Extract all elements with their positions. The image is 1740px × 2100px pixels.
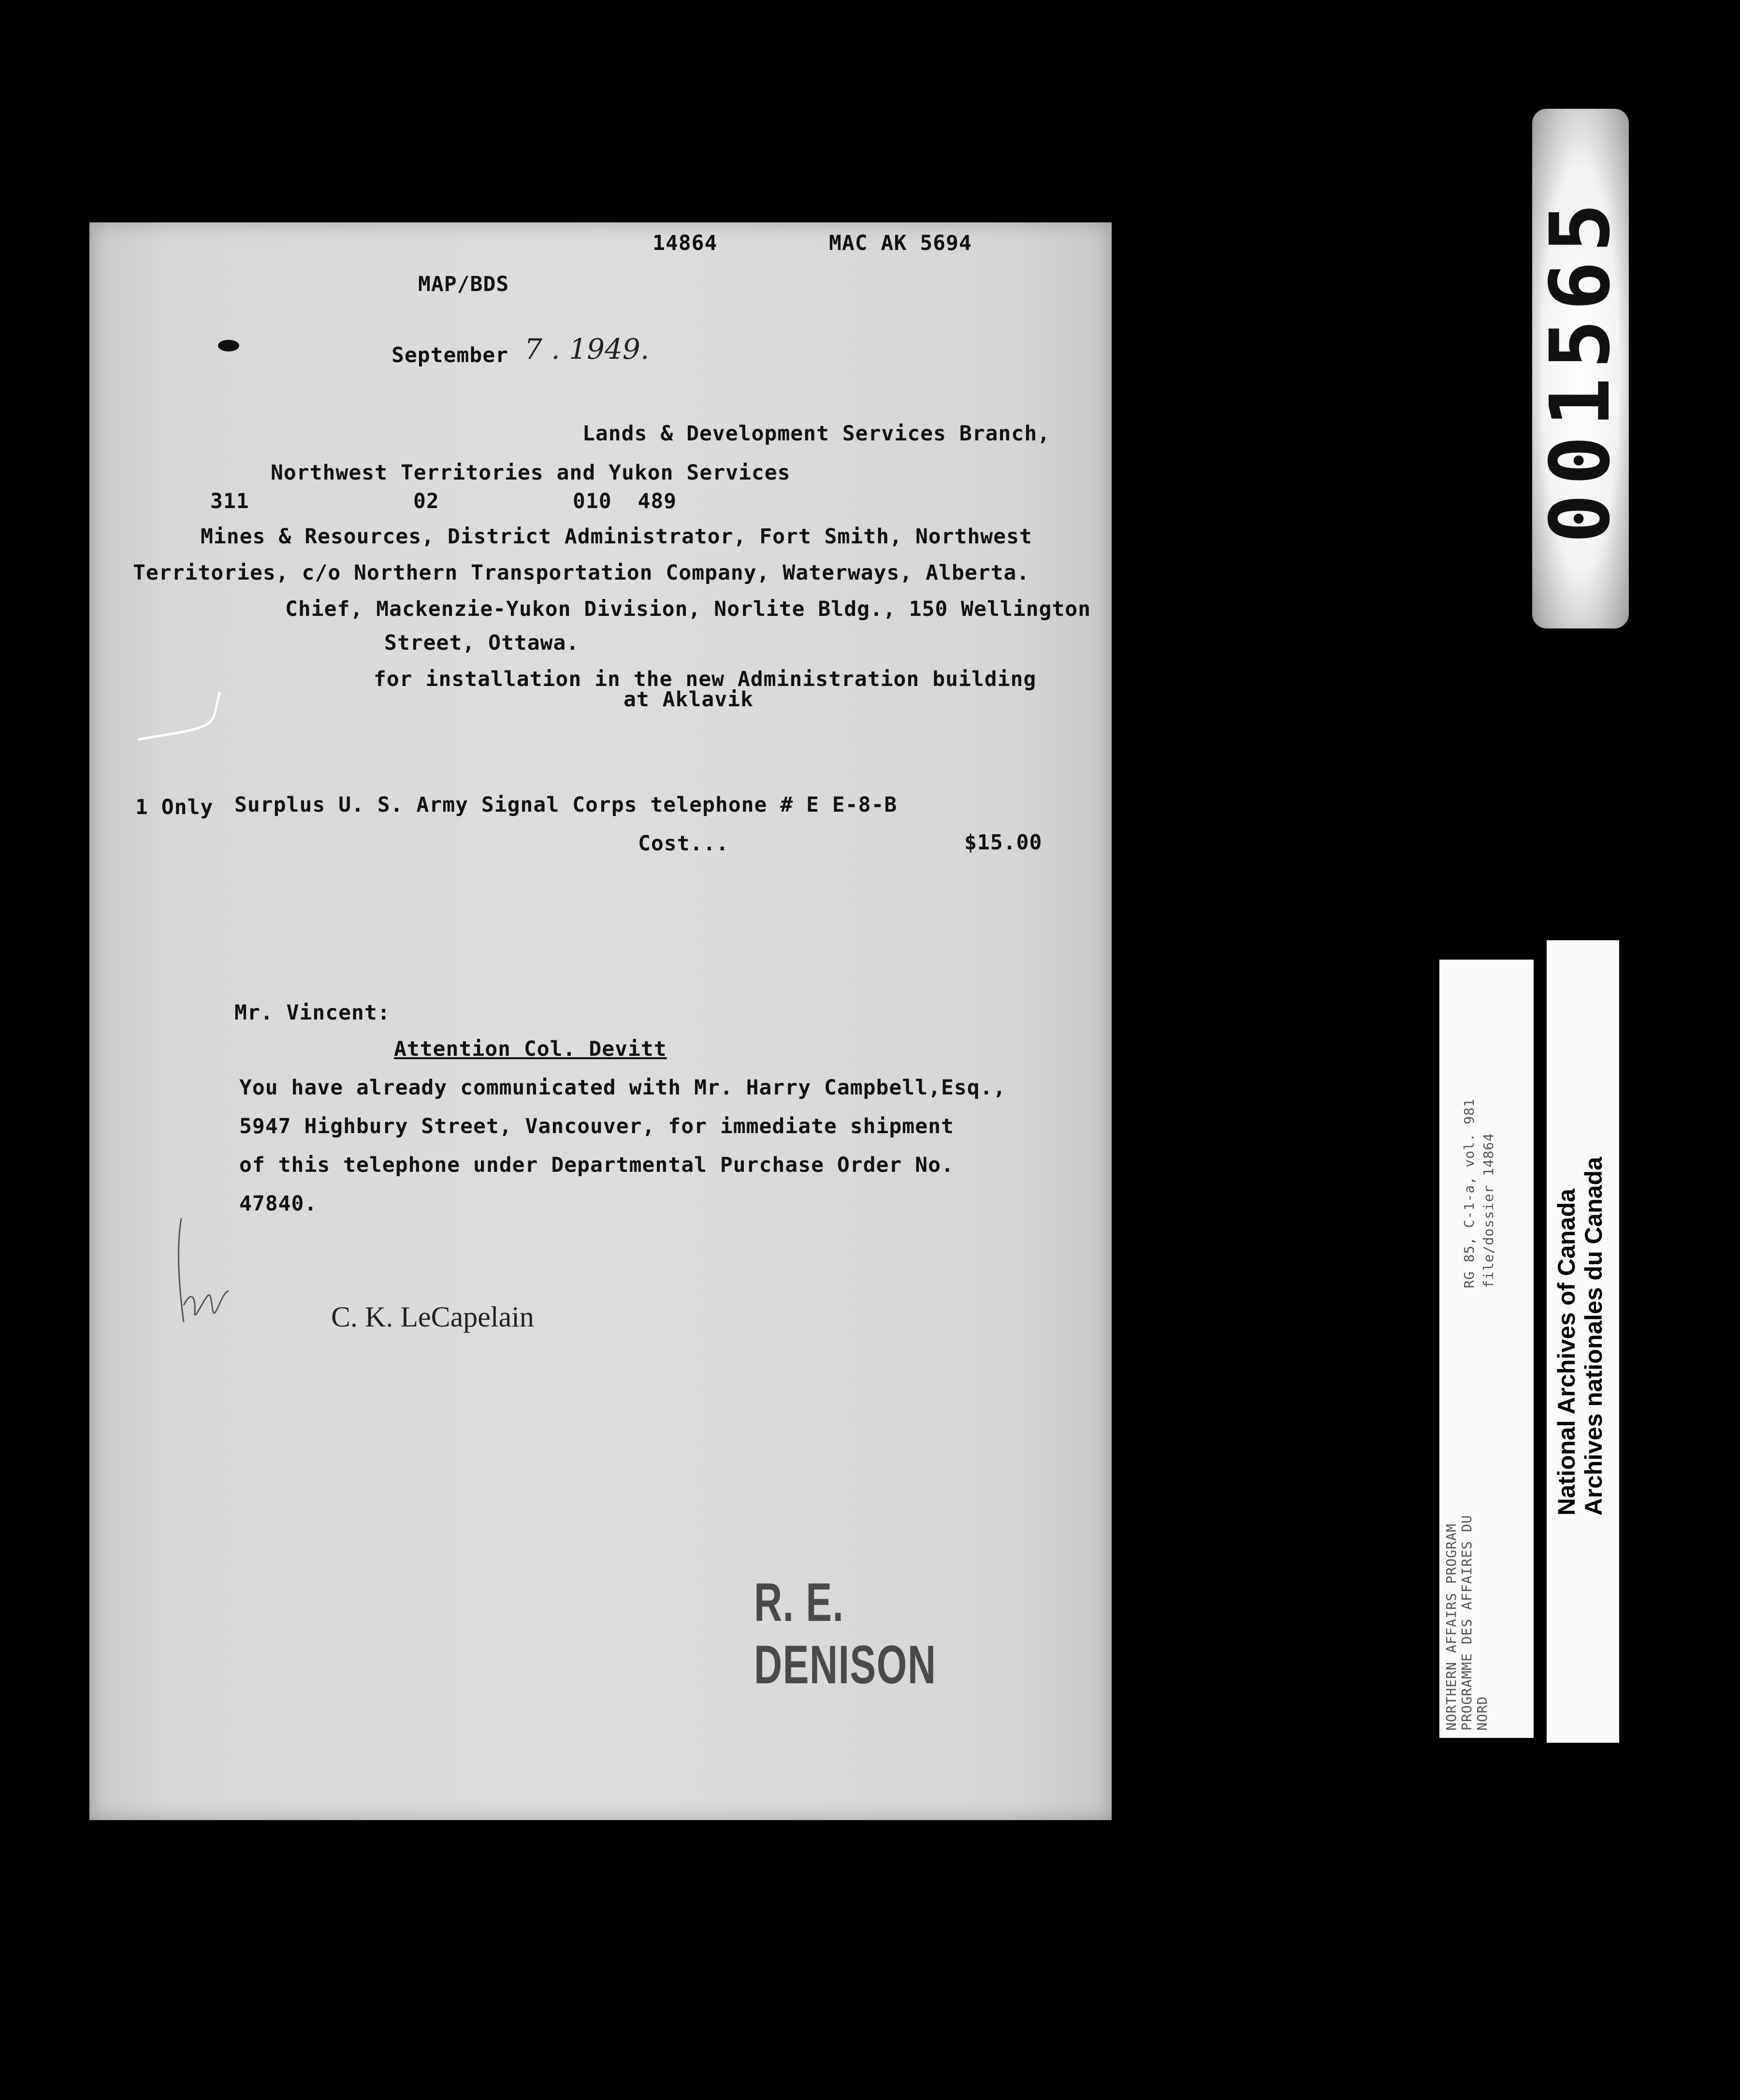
attention-line: Attention Col. Devitt [394,1037,667,1061]
body-line-3: of this telephone under Departmental Purchase Order No. [239,1153,954,1177]
archive-name-en: National Archives of Canada [1553,1188,1580,1516]
chief-line-2: Street, Ottawa. [384,631,580,655]
item-quantity: 1 Only [135,795,214,819]
salutation: Mr. Vincent: [234,1001,391,1025]
handwritten-initials [167,1209,239,1334]
ink-blot [215,337,244,354]
address-line-2: Territories, c/o Northern Transportation Company, Waterways, Alberta. [133,561,1030,585]
program-line-1: NORTHERN AFFAIRS PROGRAM [1443,1523,1459,1731]
reference-line-1: RG 85, C-1-a, vol. 981 [1461,1098,1477,1288]
address-line-1: Mines & Resources, District Administrator, Fort Smith, Northwest [201,525,1032,549]
body-line-2: 5947 Highbury Street, Vancouver, for immediate shipment [239,1114,954,1138]
service-line: Northwest Territories and Yukon Services [271,461,791,485]
item-description: Surplus U. S. Army Signal Corps telephone # E E-8-B [234,793,898,817]
file-number: 14864 [652,231,718,255]
code-2: 02 [413,489,439,513]
code-3: 010 489 [573,489,677,513]
date-handwritten: 7 . 1949. [524,333,650,365]
purpose-line-1: for installation in the new Administration building [374,667,1037,691]
white-scratch [133,686,249,744]
code-1: 311 [210,489,249,513]
archive-name-fr: Archives nationales du Canada [1580,1157,1607,1516]
date-month: September [392,343,508,367]
body-line-4: 47840. [239,1192,318,1216]
signature-name: C. K. LeCapelain [331,1301,534,1333]
frame-number-sticker [1532,109,1629,628]
cost-label: Cost... [638,831,729,856]
letter-page [89,222,1112,1820]
frame-number: 001565 [1533,194,1628,543]
cost-value: $15.00 [964,831,1043,855]
chief-line-1: Chief, Mackenzie-Yukon Division, Norlite Bldg., 150 Wellington [285,597,1091,621]
national-archives-label [1547,940,1619,1743]
initials: MAP/BDS [418,272,509,296]
from-line: Lands & Development Services Branch, [582,422,1050,446]
purpose-line-2: at Aklavik [624,687,754,712]
body-line-1: You have already communicated with Mr. Harry Campbell,Esq., [239,1076,1006,1100]
reference-line-2: file/dossier 14864 [1480,1133,1496,1288]
archive-reference-label [1439,960,1534,1738]
program-line-2: PROGRAMME DES AFFAIRES DU [1459,1515,1475,1731]
program-line-3: NORD [1474,1696,1490,1731]
ref-code: MAC AK 5694 [829,231,972,255]
denison-stamp: R. E. DENISON [754,1572,937,1695]
